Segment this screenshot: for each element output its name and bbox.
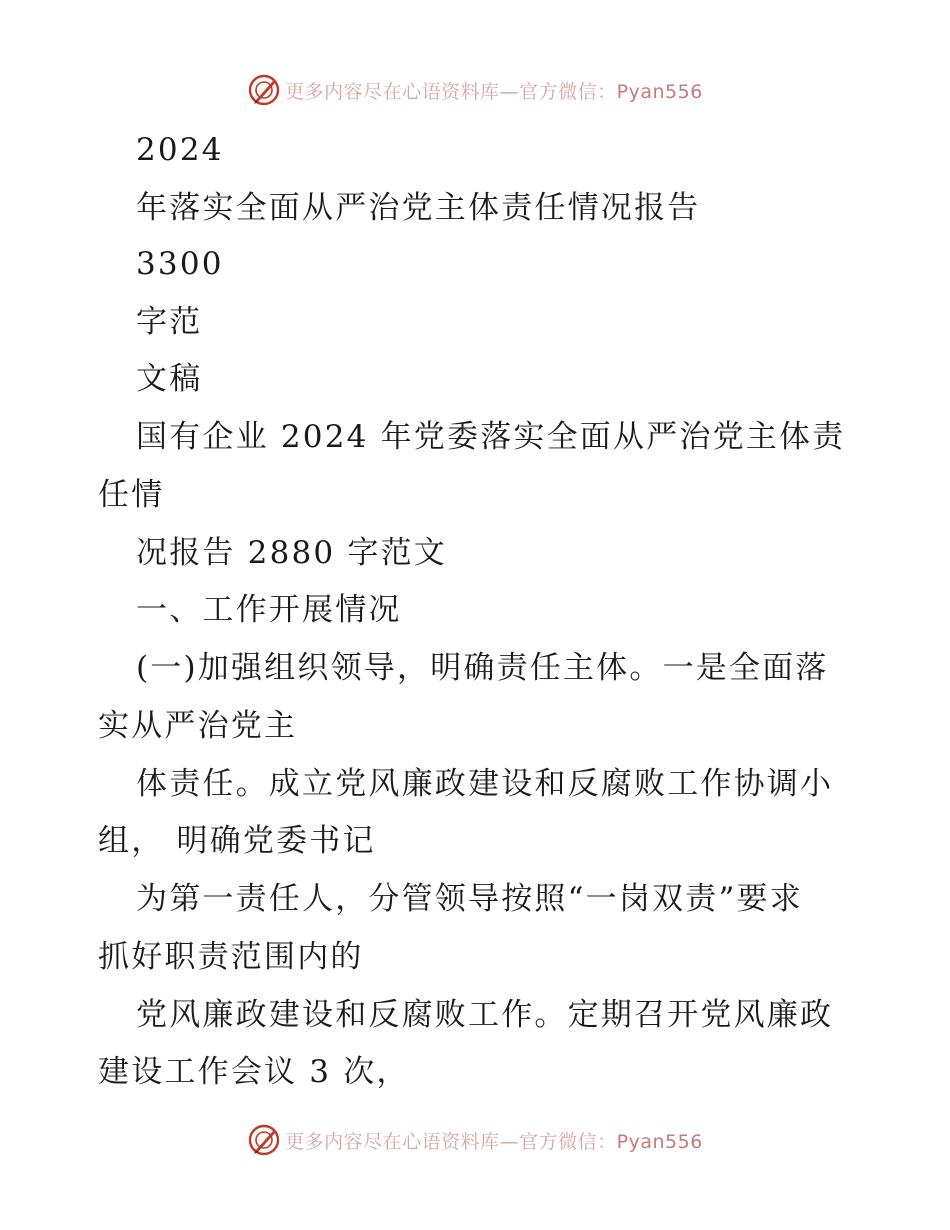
doc-line: 年落实全面从严治党主体责任情况报告 [136,190,701,226]
doc-line: 实从严治党主 [98,708,298,744]
doc-line: 况报告 2880 字范文 [136,535,447,571]
pen-logo-icon [247,73,281,107]
watermark-text: 更多内容尽在心语资料库—官方微信：Pyan556 [285,1130,703,1153]
doc-line: 体责任。成立党风廉政建设和反腐败工作协调小 [136,766,834,802]
doc-line: 字范 [136,304,203,340]
doc-line: 为第一责任人，分管领导按照“一岗双责”要求 [136,881,803,917]
doc-line: 党风廉政建设和反腐败工作。定期召开党风廉政 [136,997,834,1033]
header-watermark [0,72,950,108]
pen-logo-icon [247,1123,281,1157]
doc-line: 文稿 [136,361,203,397]
doc-line: 建设工作会议 3 次， [98,1054,410,1090]
doc-line: 3300 [136,246,224,282]
doc-line: 一、工作开展情况 [136,592,402,628]
footer-watermark [0,1122,950,1158]
doc-line: 抓好职责范围内的 [98,939,364,975]
watermark-text: 更多内容尽在心语资料库—官方微信：Pyan556 [285,80,703,103]
doc-line: 任情 [98,477,165,513]
doc-line: (一)加强组织领导，明确责任主体。一是全面落 [136,650,829,686]
doc-line: 国有企业 2024 年党委落实全面从严治党主体责 [136,419,846,455]
doc-line: 2024 [136,132,224,168]
doc-line: 组， 明确党委书记 [98,823,376,859]
